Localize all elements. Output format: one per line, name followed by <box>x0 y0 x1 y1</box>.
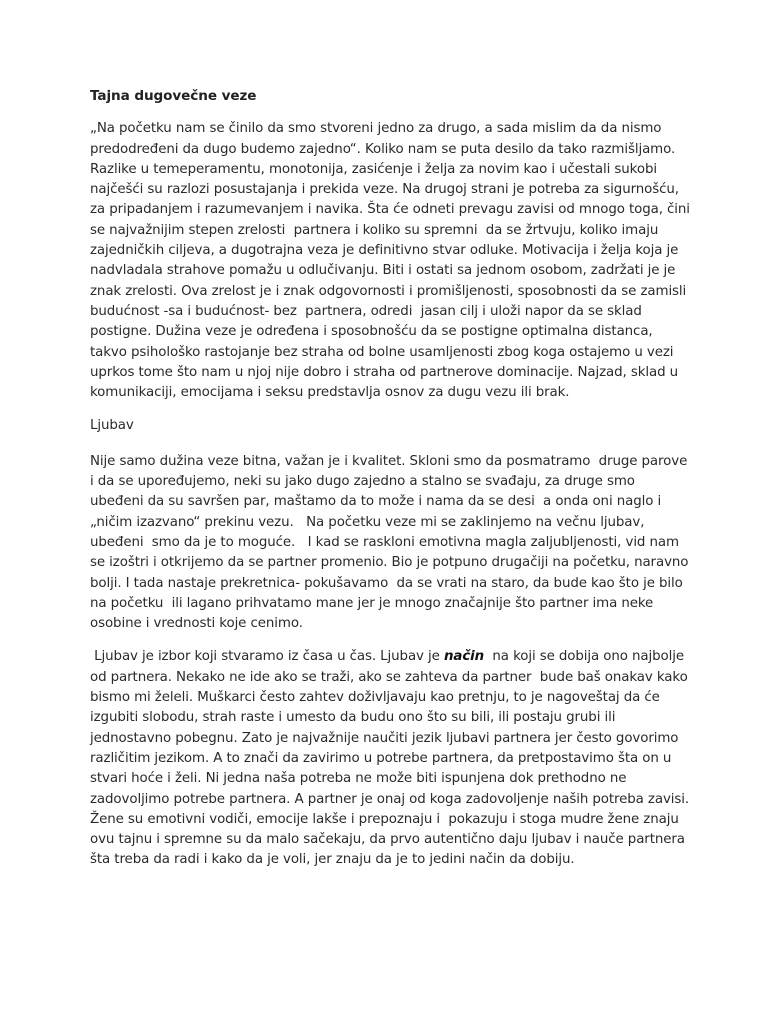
paragraph-choice-start: Ljubav je izbor koji stvaramo iz časa u čas. Ljubav je <box>90 649 444 665</box>
paragraph-quality: Nije samo dužina veze bitna, važan je i kvalitet. Skloni smo da posmatramo druge parove i da se upoređujemo, neki su jako dugo zajedno a stalno se svađaju, za druge smo ubeđeni da su savršen par, maštamo da to može i nama da se desi a onda oni naglo i „ničim izazvano“ prekinu vezu. Na početku veze mi se zaklinjemo na večnu ljubav, ubeđeni smo da je to moguće. I kad se raskloni emotivna magla zaljubljenosti, vid nam se izoštri i otkrijemo da se partner promenio. Bio je potpuno drugačiji na početku, naravno bolji. I tada nastaje prekretnica- pokušavamo da se vrati na staro, da bude kao što je bilo na početku ili lagano prihvatamo mane jer je mnogo značajnije što partner ima neke osobine i vrednosti koje cenimo. <box>90 453 693 632</box>
emphasized-word: način <box>443 649 485 665</box>
paragraph-choice <box>90 647 694 870</box>
document-body <box>90 86 695 884</box>
paragraph-intro: „Na početku nam se činilo da smo stvoreni jedno za drugo, a sada mislim da da nismo predodređeni da dugo budemo zajedno“. Koliko nam se puta desilo da tako razmišljamo. Razlike u temeperamentu, monotonija, zasićenje i želja za novim kao i učestali sukobi najčešći su razlozi posustajanja i prekida veze. Na drugoj strani je potreba za sigurnošću, za pripadanjem i razumevanjem i navika. Šta će odneti prevagu zavisi od mnogo toga, čini se najvažnijim stepen zrelosti partnera i koliko su spremni da se žrtvuju, koliko imaju zajedničkih ciljeva, a dugotrajna veza je definitivno stvar odluke. Motivacija i želja koja je nadvladala strahove pomažu u odlučivanju. Biti i ostati sa jednom osobom, zadržati je je znak zrelosti. Ova zrelost je i znak odgovornosti i promišljenosti, sposobnosti da se zamisli budućnost -sa i budućnost- bez partnera, odredi jasan cilj i uloži napor da se sklad postigne. Dužina veze je određena i sposobnošću da se postigne optimalna distanca, takvo psihološko rastojanje bez straha od bolne usamljenosti zbog koga ostajemo u vezi uprkos tome što nam u njoj nije dobro i straha od partnerove dominacije. Najzad, sklad u komunikaciji, emocijama i seksu predstavlja osnov za dugu vezu ili brak. <box>90 121 695 401</box>
paragraph-choice-rest: na koji se dobija ono najbolje od partnera. Nekako ne ide ako se traži, ako se zahteva da partner bude baš onakav kako bismo mi želeli. Muškarci često zahtev doživljavaju kao pretnju, to je nagoveštaj da će izgubiti slobodu, strah raste i umesto da budu ono što su bili, ili postaju grubi ili jednostavno pobegnu. Zato je najvažnije naučiti jezik ljubavi partnera jer često govorimo različitim jezikom. A to znači da zavirimo u potrebe partnera, da pretpostavimo šta on u stvari hoće i želi. Ni jedna naša potreba ne može biti ispunjena dok prethodno ne zadovoljimo potrebe partnera. A partner je onaj od koga zadovoljenje naših potreba zavisi. Žene su emotivni vodiči, emocije lakše i prepoznaju i pokazuju i stoga mudre žene znaju ovu tajnu i spremne su da malo sačekaju, da prvo autentično daju ljubav i nauče partnera šta treba da radi i kako da je voli, jer znaju da je to jedini način da dobiju. <box>90 649 694 868</box>
document-title: Tajna dugovečne veze <box>90 88 257 104</box>
section-heading-ljubav: Ljubav <box>90 418 134 434</box>
